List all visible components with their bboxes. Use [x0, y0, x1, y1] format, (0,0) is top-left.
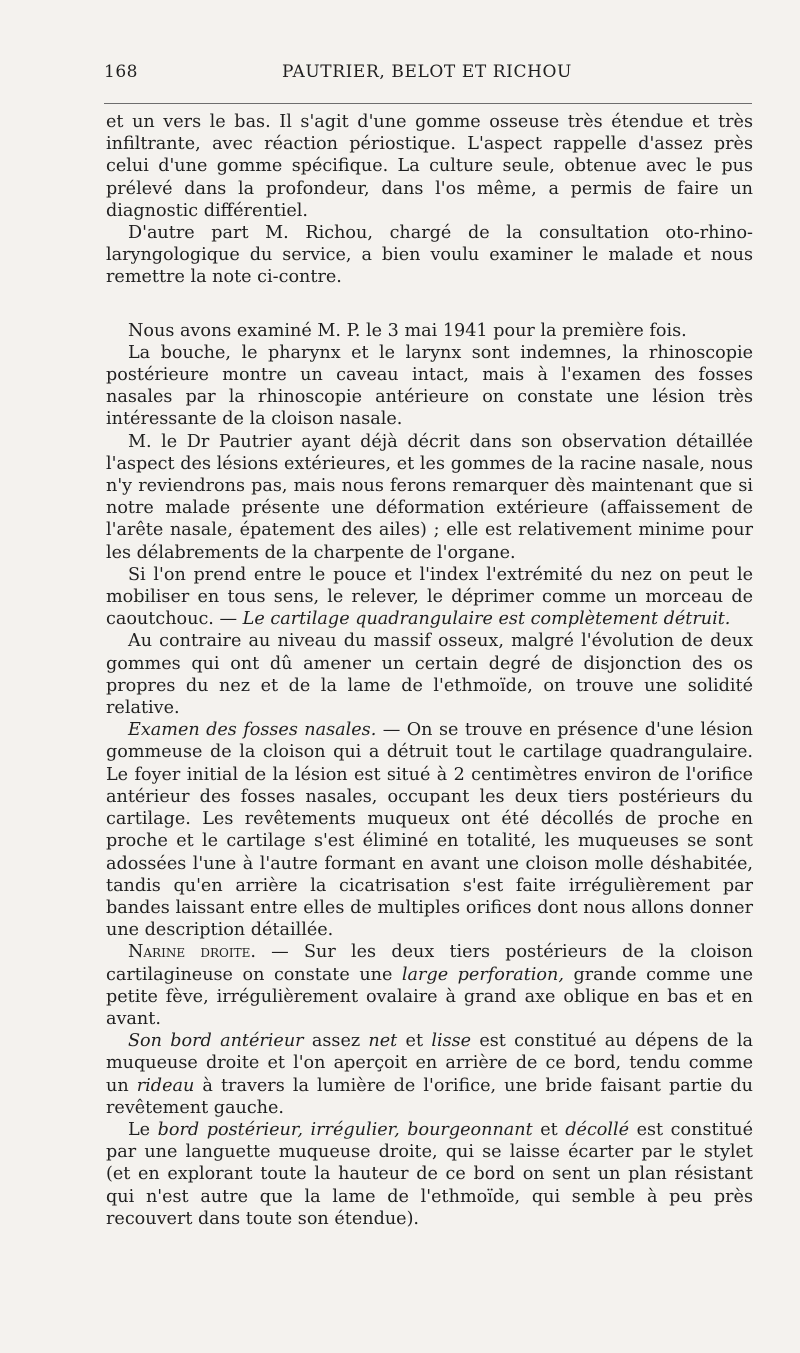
paragraph-text: Le: [128, 1119, 158, 1140]
paragraph: D'autre part M. Richou, chargé de la consultation oto-rhino-laryngologique du service, a bien voulu examiner le malade et nous remettre la note ci-contre.: [106, 223, 753, 288]
paragraph-text: et: [397, 1031, 432, 1052]
paragraph: Au contraire au niveau du massif osseux, malgré l'évolution de deux gommes qui ont dû amener un certain degré de disjonction des os propres du nez et de la lame de l'ethmoïde, on trouve une solidité relative.: [106, 631, 753, 719]
paragraph: [106, 941, 753, 1030]
section-heading: Narine droite.: [128, 942, 256, 963]
body-text: [106, 111, 753, 1230]
emphasis-text: rideau: [136, 1075, 195, 1096]
paragraph: [106, 1030, 753, 1119]
paragraph-text: grande comme une petite fève, irrégulièrement ovalaire à grand axe oblique en bas et en avant.: [106, 964, 753, 1029]
paragraph: [106, 719, 753, 941]
paragraph: M. le Dr Pautrier ayant déjà décrit dans son observation détaillée l'aspect des lésions extérieures, et les gommes de la racine nasale, nous n'y reviendrons pas, mais nous ferons remarquer dès maintenant que si notre malade présente une déformation extérieure (affaissement de l'arête nasale, épatement des ailes) ; elle est relativement minime pour les délabrements de la charpente de l'organe.: [106, 431, 753, 563]
emphasis-text: lisse: [431, 1031, 472, 1052]
paragraph-text: assez: [303, 1031, 369, 1052]
header-rule: [104, 103, 752, 104]
paragraph-text: est constitué au dépens de la muqueuse droite et l'on aperçoit en arrière de ce bord, tendu comme un: [106, 1031, 753, 1096]
paragraph-text: est constitué par une languette muqueuse droite, qui se laisse écarter par le stylet (et en explorant toute la hauteur de ce bord on sent un plan résistant qui n'est autre que la lame de l'ethmoïde, qui semble à peu près recouvert dans toute son étendue).: [106, 1119, 753, 1229]
emphasis-text: Le cartilage quadrangulaire est complètement détruit.: [242, 609, 731, 630]
page-number: 168: [104, 62, 138, 82]
paragraph-text: Si l'on prend entre le pouce et l'index l'extrémité du nez on peut le mobiliser en tous sens, le relever, le déprimer comme un morceau de caoutchouc. —: [106, 564, 753, 630]
running-header: [102, 60, 752, 90]
emphasis-text: bord postérieur, irrégulier, bourgeonnant: [157, 1119, 533, 1140]
running-title: PAUTRIER, BELOT ET RICHOU: [282, 62, 572, 82]
paragraph-text: — On se trouve en présence d'une lésion gommeuse de la cloison qui a détruit tout le cartilage quadrangulaire. Le foyer initial de la lésion est situé à 2 centimètres environ de l'orifice antérieur des fosses nasales, occupant les deux tiers postérieurs du cartilage. Les revêtements muqueux ont été décollés de proche en proche et le cartilage s'est éliminé en totalité, les muqueuses se sont adossées l'une à l'autre formant en avant une cloison molle déshabitée, tandis qu'en arrière la cicatrisation s'est faite irrégulièrement par bandes laissant entre elles de multiples orifices dont nous allons donner une description détaillée.: [106, 720, 753, 941]
emphasis-text: Son bord antérieur: [128, 1031, 304, 1052]
section-break: [106, 289, 753, 320]
paragraph: Nous avons examiné M. P. le 3 mai 1941 pour la première fois.: [128, 320, 687, 341]
paragraph-text: à travers la lumière de l'orifice, une bride faisant partie du revêtement gauche.: [106, 1075, 753, 1118]
emphasis-text: décollé: [565, 1119, 630, 1140]
emphasis-text: net: [368, 1031, 398, 1052]
paragraph: et un vers le bas. Il s'agit d'une gomme osseuse très étendue et très infiltrante, avec réaction périostique. L'aspect rappelle d'assez près celui d'une gomme spécifique. La culture seule, obtenue avec le pus prélevé dans la profondeur, dans l'os même, a permis de faire un diagnostic différentiel.: [106, 112, 753, 221]
paragraph: La bouche, le pharynx et le larynx sont indemnes, la rhinoscopie postérieure montre un caveau intact, mais à l'examen des fosses nasales par la rhinoscopie antérieure on constate une lésion très intéressante de la cloison nasale.: [106, 342, 753, 430]
emphasis-text: large perforation,: [401, 964, 564, 985]
paragraph: [106, 1119, 753, 1230]
paragraph-text: — Sur les deux tiers postérieurs de la cloison cartilagineuse on constate une: [106, 942, 753, 985]
section-heading: Examen des fosses nasales.: [128, 720, 377, 741]
paragraph: [106, 564, 753, 631]
paragraph-text: et: [532, 1119, 566, 1140]
